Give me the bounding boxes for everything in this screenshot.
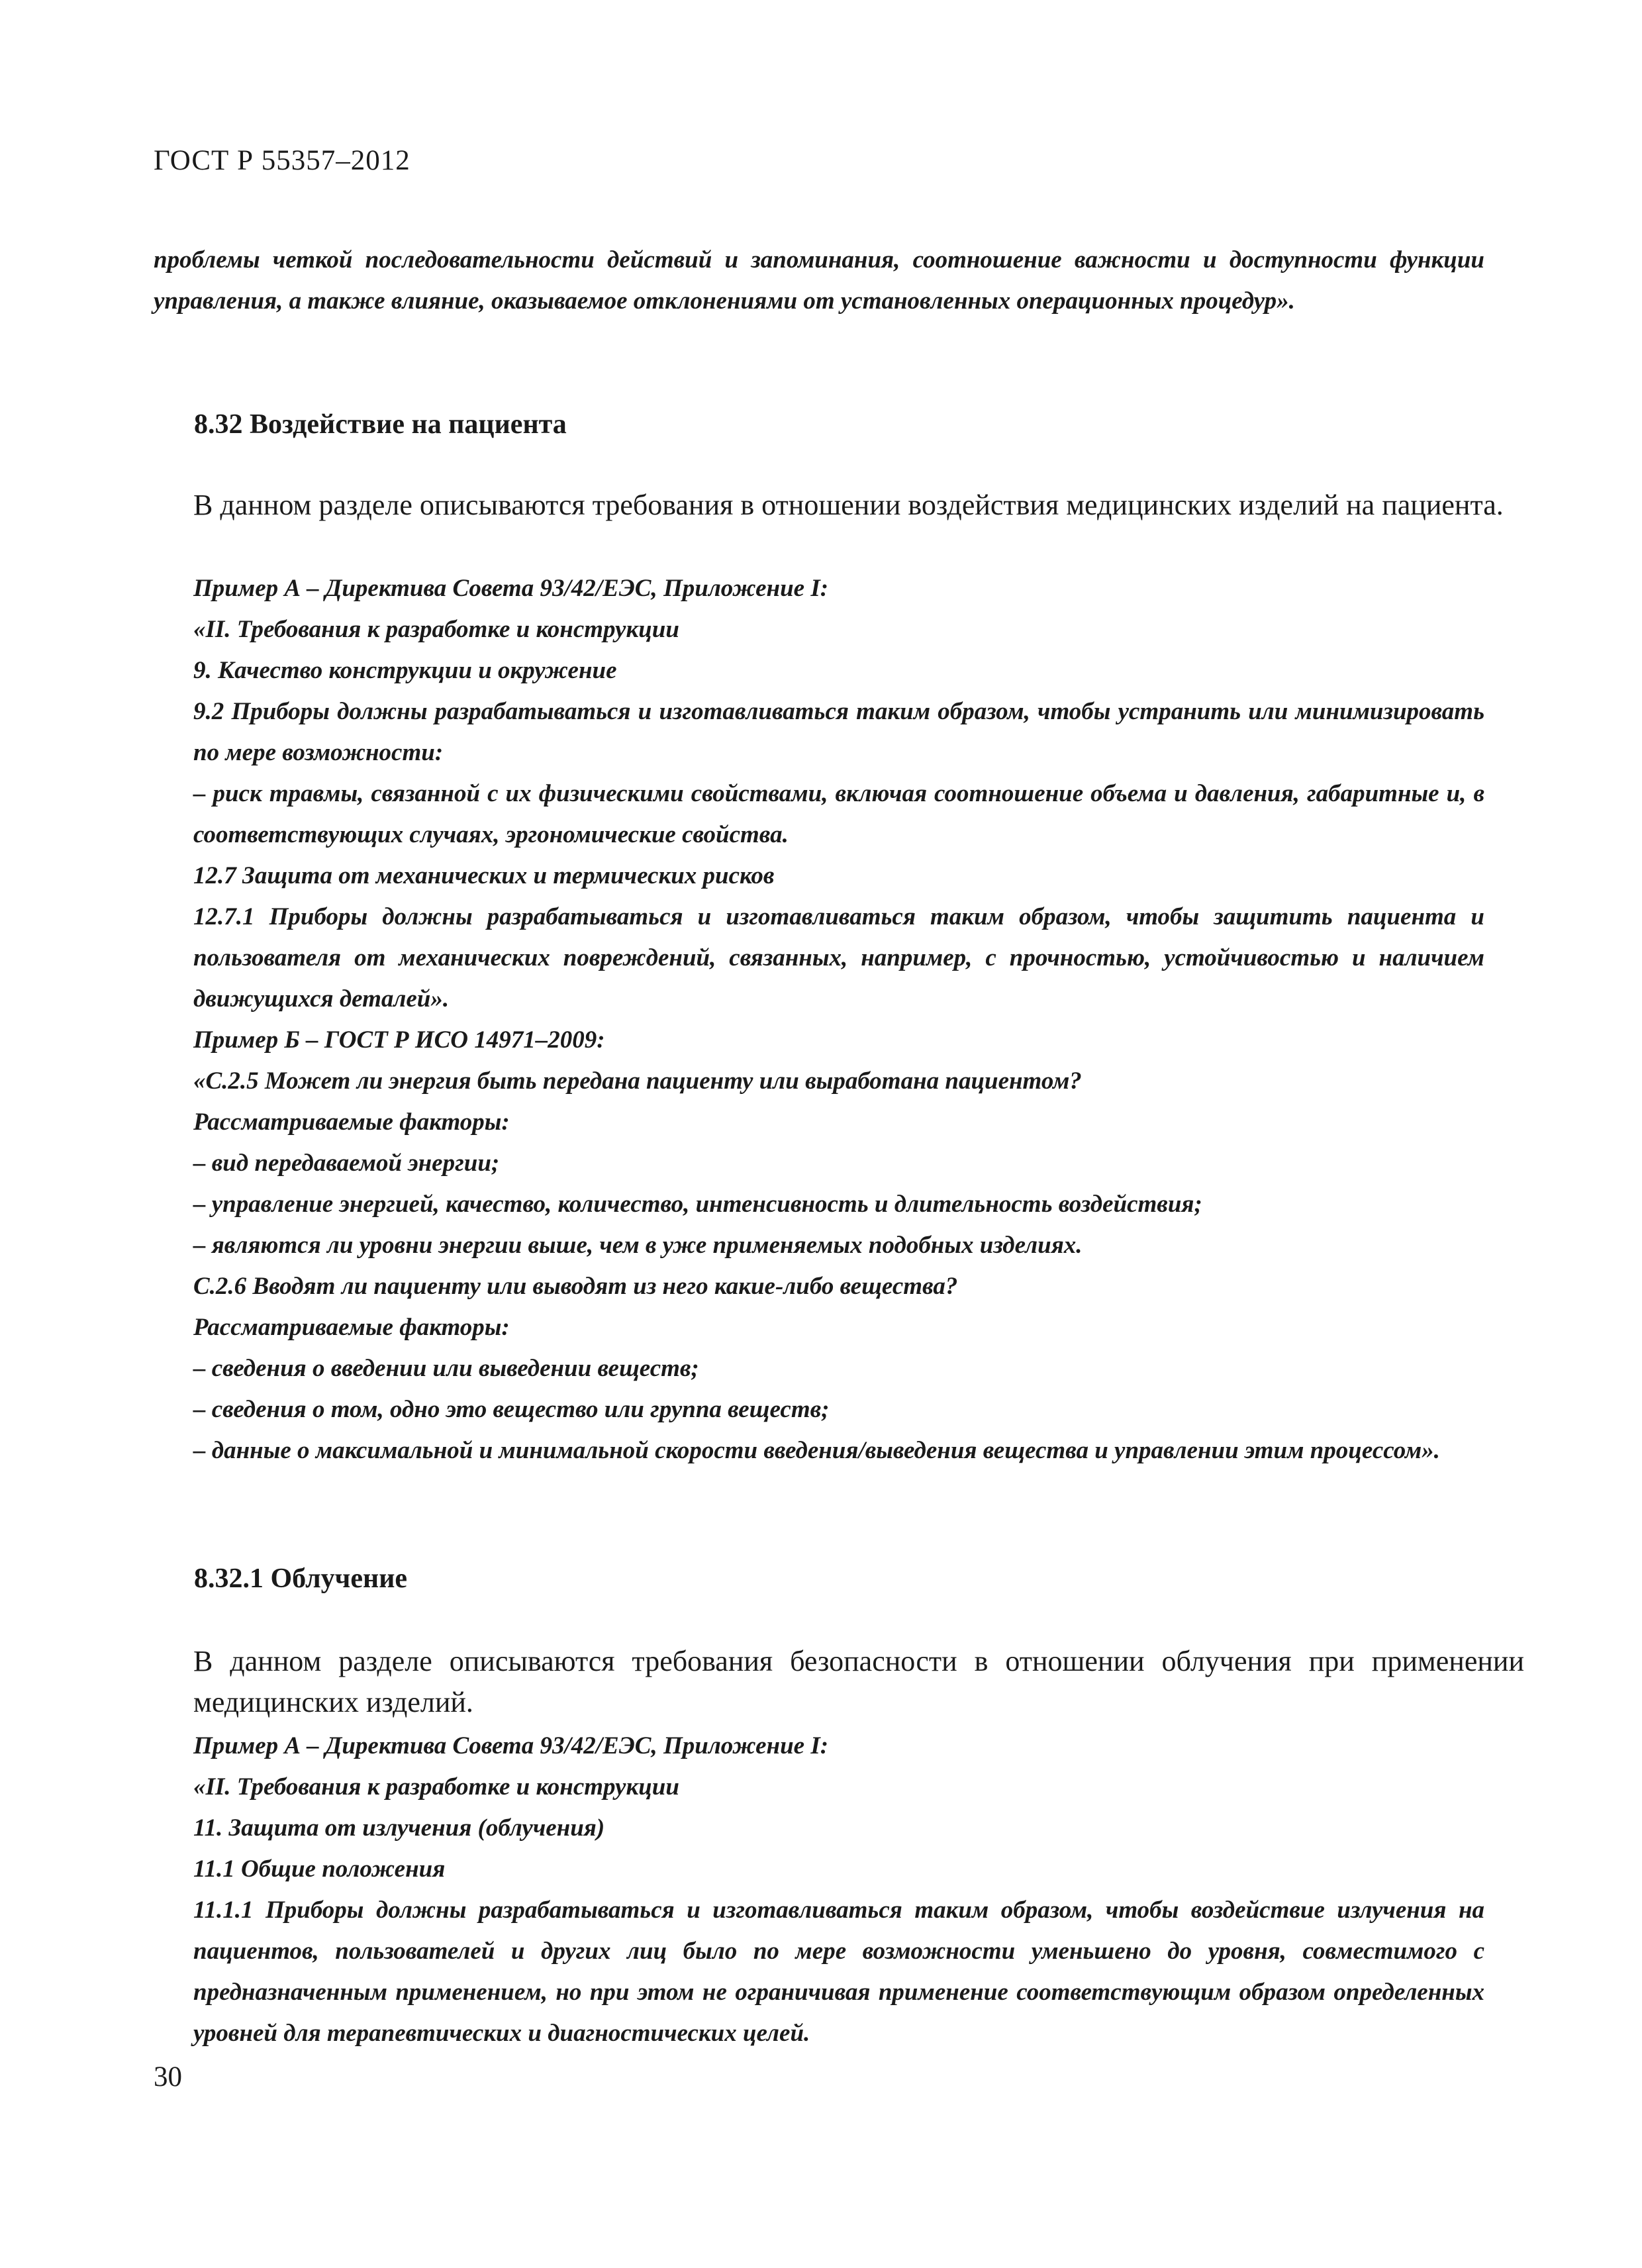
example-line: «С.2.5 Может ли энергия быть передана пациенту или выработана пациентом? xyxy=(193,1067,1082,1095)
example-line: – сведения о введении или выведении веществ; xyxy=(193,1355,699,1382)
example-line: 12.7.1 Приборы должны разрабатываться и изготавливаться таким образом, чтобы защитить пациента и пользователя от механических повреждений, связанных, например, с прочностью, устойчивостью и наличием движущихся деталей». xyxy=(193,903,1484,1012)
example-line: – данные о максимальной и минимальной скорости введения/выведения вещества и управлении этим процессом». xyxy=(193,1437,1440,1464)
example-line: 11. Защита от излучения (облучения) xyxy=(193,1814,605,1842)
example-line: – управление энергией, качество, количество, интенсивность и длительность воздействия; xyxy=(193,1191,1202,1218)
page-number: 30 xyxy=(154,2061,182,2093)
example-line: – риск травмы, связанной с их физическими свойствами, включая соотношение объема и давления, габаритные и, в соответствующих случаях, эргономические свойства. xyxy=(193,780,1484,848)
example-line: 11.1.1 Приборы должны разрабатываться и изготавливаться таким образом, чтобы воздействие излучения на пациентов, пользователей и других лиц было по мере возможности уменьшено до уровня, совместимого с предназначенным применением, но при этом не ограничивая применение соответствующим образом определенных уровней для терапевтических и диагностических целей. xyxy=(193,1897,1484,2047)
example-line: 9. Качество конструкции и окружение xyxy=(193,657,617,684)
section-8-32-title: 8.32 Воздействие на пациента xyxy=(194,409,567,440)
example-line: Рассматриваемые факторы: xyxy=(193,1109,510,1136)
section-8-32-1-intro: В данном разделе описываются требования безопасности в отношении облучения при применении медицинских изделий. xyxy=(193,1645,1524,1718)
document-header: ГОСТ Р 55357–2012 xyxy=(154,145,410,176)
example-line: «II. Требования к разработке и конструкции xyxy=(193,616,679,643)
example-line: – сведения о том, одно это вещество или группа веществ; xyxy=(193,1396,830,1423)
example-line: Пример Б – ГОСТ Р ИСО 14971–2009: xyxy=(193,1026,605,1054)
section-8-32-1-examples xyxy=(154,1726,1484,2054)
example-line: 9.2 Приборы должны разрабатываться и изготавливаться таким образом, чтобы устранить или минимизировать по мере возможности: xyxy=(193,698,1484,766)
example-line: 12.7 Защита от механических и термических рисков xyxy=(193,862,775,889)
example-line: – вид передаваемой энергии; xyxy=(193,1150,500,1177)
example-line: – являются ли уровни энергии выше, чем в уже применяемых подобных изделиях. xyxy=(193,1232,1083,1259)
section-8-32-examples xyxy=(154,568,1484,1471)
example-line: Пример А – Директива Совета 93/42/ЕЭС, Приложение I: xyxy=(193,575,829,602)
example-line: 11.1 Общие положения xyxy=(193,1855,446,1883)
section-8-32-1-title: 8.32.1 Облучение xyxy=(194,1563,408,1594)
example-line: С.2.6 Вводят ли пациенту или выводят из него какие-либо вещества? xyxy=(193,1273,958,1300)
example-line: Пример А – Директива Совета 93/42/ЕЭС, Приложение I: xyxy=(193,1732,829,1759)
example-line: Рассматриваемые факторы: xyxy=(193,1314,510,1341)
section-8-32-intro: В данном разделе описываются требования в отношении воздействия медицинских изделий на пациента. xyxy=(193,489,1504,521)
example-line: «II. Требования к разработке и конструкции xyxy=(193,1773,679,1800)
continuation-paragraph: проблемы четкой последовательности действий и запоминания, соотношение важности и доступности функции управления, а также влияние, оказываемое отклонениями от установленных операционных процедур». xyxy=(154,246,1484,315)
